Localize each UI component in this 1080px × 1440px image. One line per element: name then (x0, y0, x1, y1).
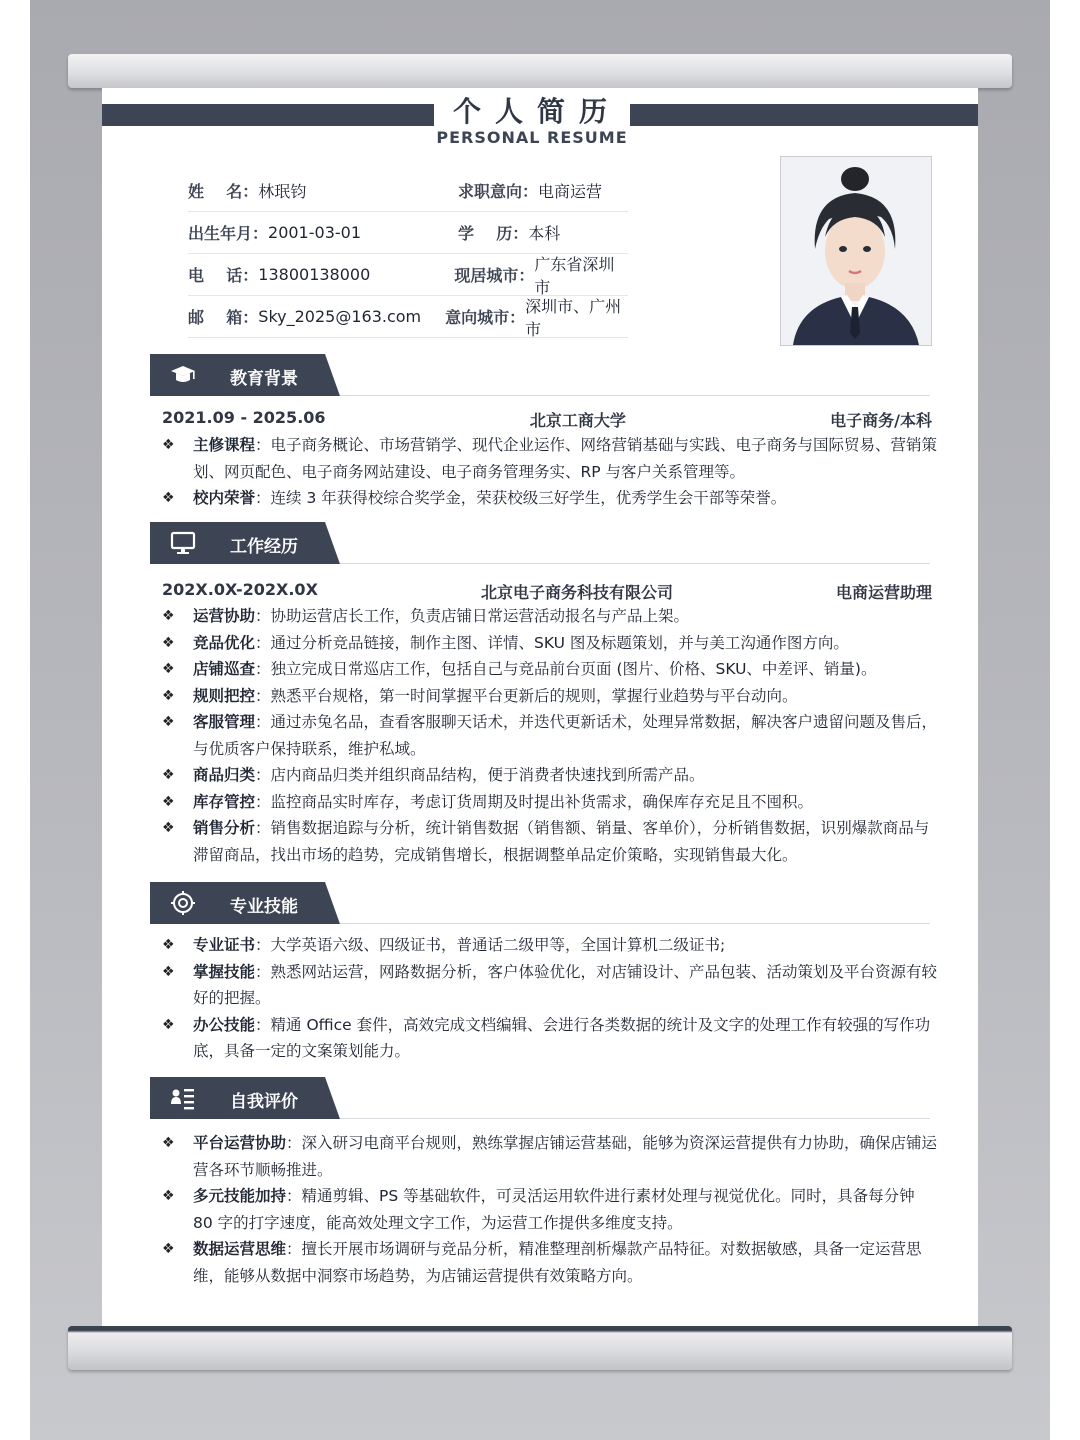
info-label: 现居城市： (454, 266, 535, 285)
section-education-header (150, 354, 930, 396)
title-bar-left (102, 104, 434, 126)
skills-list (162, 932, 938, 1065)
section-title: 工作经历 (230, 537, 298, 557)
list-item: ❖ 商品归类：店内商品归类并组织商品结构，便于消费者快速找到所需产品。 (162, 762, 938, 789)
resume-paper (102, 88, 978, 1326)
list-item: ❖ 专业证书：大学英语六级、四级证书，普通话二级甲等，全国计算机二级证书; (162, 932, 938, 959)
city-value: 广东省深圳市 (534, 254, 615, 297)
list-item: ❖ 规则把控：熟悉平台规格，第一时间掌握平台更新后的规则，掌握行业趋势与平台动向。 (162, 683, 938, 710)
info-label: 电 话： (188, 266, 259, 285)
list-item: ❖ 校内荣誉：连续 3 年获得校综合奖学金，荣获校级三好学生，优秀学生会干部等荣誉。 (162, 485, 938, 512)
info-label: 求职意向： (458, 182, 539, 201)
list-item: ❖ 多元技能加持：精通剪辑、PS 等基础软件，可灵活运用软件进行素材处理与视觉优化。同时，具备每分钟 80 字的打字速度，能高效处理文字工作，为运营工作提供多维度支持。 (162, 1183, 938, 1236)
info-row (188, 170, 628, 212)
info-label: 姓 名： (188, 182, 259, 201)
email-value: Sky_2025@163.com (258, 307, 422, 326)
section-work-header (150, 522, 930, 564)
work-period: 202X.0X-202X.0X (162, 580, 318, 599)
section-skills-header (150, 882, 930, 924)
info-row (188, 296, 628, 338)
section-self-header (150, 1077, 930, 1119)
info-label: 出生年月： (188, 224, 269, 243)
title-bar-right (630, 104, 978, 126)
list-item: ❖ 库存管控：监控商品实时库存，考虑订货周期及时提出补货需求，确保库存充足且不囤积。 (162, 789, 938, 816)
list-item: ❖ 主修课程：电子商务概论、市场营销学、现代企业运作、网络营销基础与实践、电子商务与国际贸易、营销策划、网页配色、电子商务网站建设、电子商务管理务实、RP 与客户关系管理等。 (162, 432, 938, 485)
education-period: 2021.09 - 2025.06 (162, 408, 326, 427)
job-intent-value: 电商运营 (538, 182, 603, 201)
monitor-icon (170, 530, 196, 556)
scroll-top-roller (68, 54, 1012, 88)
section-title: 专业技能 (230, 897, 298, 917)
section-title: 自我评价 (230, 1092, 298, 1112)
list-item: ❖ 店铺巡查：独立完成日常巡店工作，包括自己与竞品前台页面 (图片、价格、SKU、中差评、销量)。 (162, 656, 938, 683)
list-item: ❖ 办公技能：精通 Office 套件，高效完成文档编辑、会进行各类数据的统计及文字的处理工作有较强的写作功底，具备一定的文案策划能力。 (162, 1012, 938, 1065)
education-major: 电子商务/本科 (830, 411, 932, 430)
list-item: ❖ 运营协助：协助运营店长工作，负责店铺日常运营活动报名与产品上架。 (162, 603, 938, 630)
list-item: ❖ 客服管理：通过赤兔名品，查看客服聊天话术，并迭代更新话术，处理异常数据，解决客户遗留问题及售后，与优质客户保持联系，维护私域。 (162, 709, 938, 762)
birth-value: 2001-03-01 (268, 223, 361, 242)
list-item: ❖ 平台运营协助：深入研习电商平台规则，熟练掌握店铺运营基础，能够为资深运营提供有力协助，确保店铺运营各环节顺畅推进。 (162, 1130, 938, 1183)
personal-info (188, 170, 628, 338)
work-role: 电商运营助理 (835, 583, 932, 602)
work-list (162, 603, 938, 868)
degree-value: 本科 (528, 224, 561, 243)
profile-photo (780, 156, 932, 346)
list-item: ❖ 竞品优化：通过分析竞品链接，制作主图、详情、SKU 图及标题策划，并与美工沟通作图方向。 (162, 630, 938, 657)
work-summary (162, 580, 932, 603)
list-item: ❖ 销售分析：销售数据追踪与分析，统计销售数据（销售额、销量、客单价），分析销售数据，识别爆款商品与滞留商品，找出市场的趋势，完成销售增长，根据调整单品定价策略，实现销售最大化。 (162, 815, 938, 868)
name-value: 林珉钧 (258, 182, 307, 201)
target-city-value: 深圳市、广州市 (525, 296, 622, 339)
info-row (188, 254, 628, 296)
info-label: 意向城市： (445, 308, 526, 327)
work-company: 北京电子商务科技有限公司 (480, 583, 673, 602)
graduation-cap-icon (170, 362, 196, 388)
phone-value: 13800138000 (258, 265, 371, 284)
section-title: 教育背景 (230, 369, 298, 389)
self-eval-list (162, 1130, 938, 1289)
education-list (162, 432, 938, 512)
info-row (188, 212, 628, 254)
resume-title: 个人简历 (452, 95, 621, 128)
scroll-bottom-roller (68, 1326, 1012, 1370)
list-item: ❖ 数据运营思维：擅长开展市场调研与竞品分析，精准整理剖析爆款产品特征。对数据敏感，具备一定运营思维，能够从数据中洞察市场趋势，为店铺运营提供有效策略方向。 (162, 1236, 938, 1289)
education-summary (162, 408, 932, 431)
resume-subtitle: PERSONAL RESUME (436, 128, 628, 147)
portrait-illustration (781, 157, 931, 345)
list-item: ❖ 掌握技能：熟悉网站运营，网路数据分析，客户体验优化，对店铺设计、产品包装、活动策划及平台资源有较好的把握。 (162, 959, 938, 1012)
info-label: 邮 箱： (188, 308, 259, 327)
profile-list-icon (170, 1085, 196, 1111)
gear-icon (170, 890, 196, 916)
education-school: 北京工商大学 (529, 411, 626, 430)
info-label: 学 历： (458, 224, 529, 243)
